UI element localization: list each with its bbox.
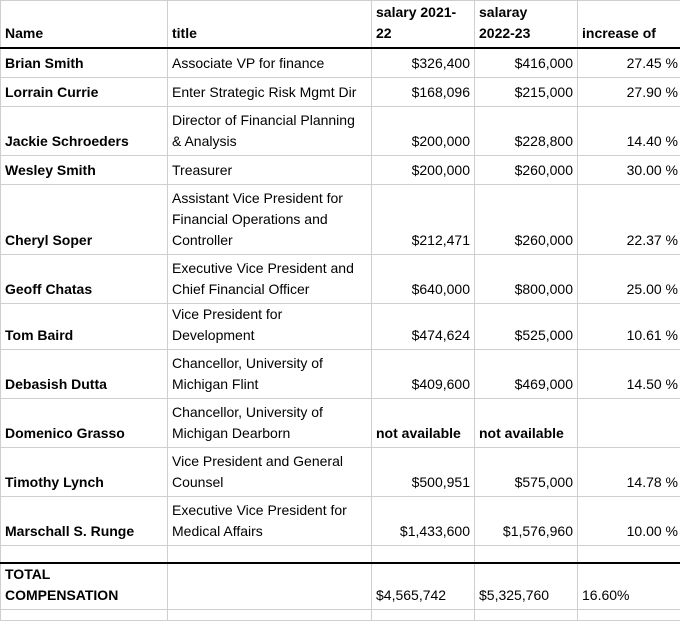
- table-row: [1, 448, 680, 497]
- increase-value: 14.50 %: [578, 350, 680, 399]
- employee-name: Marschall S. Runge: [1, 497, 168, 546]
- empty-cell: [1, 546, 168, 564]
- salary-2022-value: $800,000: [475, 255, 578, 304]
- increase-value: 14.78 %: [578, 448, 680, 497]
- increase-value: 14.40 %: [578, 107, 680, 156]
- increase-value: 25.00 %: [578, 255, 680, 304]
- column-header-increase: increase of: [578, 1, 680, 49]
- salary-2022-value: $228,800: [475, 107, 578, 156]
- employee-name: Timothy Lynch: [1, 448, 168, 497]
- salary-2022-value: $525,000: [475, 304, 578, 350]
- table-row: [1, 399, 680, 448]
- salary-2021-value: $212,471: [372, 185, 475, 255]
- employee-name: Lorrain Currie: [1, 78, 168, 107]
- header-row: [1, 1, 680, 49]
- salary-2021-value: not available: [372, 399, 475, 448]
- salary-2022-value: $215,000: [475, 78, 578, 107]
- table-row: [1, 156, 680, 185]
- empty-cell: [578, 610, 680, 621]
- salary-2021-value: $500,951: [372, 448, 475, 497]
- salary-2021-value: $640,000: [372, 255, 475, 304]
- employee-name: Wesley Smith: [1, 156, 168, 185]
- employee-title: Vice President for Development: [168, 304, 372, 350]
- column-header-salary-2022-text: salaray 2022-23: [479, 2, 549, 44]
- employee-name: Domenico Grasso: [1, 399, 168, 448]
- empty-cell: [372, 546, 475, 564]
- column-header-name: Name: [1, 1, 168, 49]
- employee-title: Assistant Vice President for Financial Operations and Controller: [168, 185, 372, 255]
- salary-2022-value: $1,576,960: [475, 497, 578, 546]
- salary-2022-value: not available: [475, 399, 578, 448]
- total-increase: 16.60%: [578, 563, 680, 610]
- salary-2021-value: $326,400: [372, 48, 475, 78]
- empty-cell: [475, 546, 578, 564]
- employee-title: Treasurer: [168, 156, 372, 185]
- total-row: [1, 563, 680, 610]
- total-salary-2021: $4,565,742: [372, 563, 475, 610]
- empty-cell: [1, 610, 168, 621]
- column-header-salary-2021: salary 2021-22: [372, 1, 475, 49]
- salary-2021-value: $1,433,600: [372, 497, 475, 546]
- table-row: [1, 304, 680, 350]
- salary-2021-value: $474,624: [372, 304, 475, 350]
- empty-cell: [168, 610, 372, 621]
- empty-cell: [168, 563, 372, 610]
- employee-name: Debasish Dutta: [1, 350, 168, 399]
- employee-title: Chancellor, University of Michigan Dearborn: [168, 399, 372, 448]
- increase-value: 10.00 %: [578, 497, 680, 546]
- employee-name: Geoff Chatas: [1, 255, 168, 304]
- table-row: [1, 78, 680, 107]
- total-label: TOTAL COMPENSATION: [1, 563, 168, 610]
- salary-2022-value: $416,000: [475, 48, 578, 78]
- empty-row: [1, 610, 680, 621]
- employee-title: Executive Vice President for Medical Affairs: [168, 497, 372, 546]
- employee-title: Vice President and General Counsel: [168, 448, 372, 497]
- salary-2022-value: $260,000: [475, 185, 578, 255]
- table-row: [1, 255, 680, 304]
- salary-2022-value: $469,000: [475, 350, 578, 399]
- table-row: [1, 48, 680, 78]
- increase-value: 22.37 %: [578, 185, 680, 255]
- table-row: [1, 497, 680, 546]
- employee-title: Associate VP for finance: [168, 48, 372, 78]
- employee-title: Executive Vice President and Chief Financial Officer: [168, 255, 372, 304]
- employee-name: Brian Smith: [1, 48, 168, 78]
- table-row: [1, 107, 680, 156]
- salary-2022-value: $260,000: [475, 156, 578, 185]
- employee-title: Chancellor, University of Michigan Flint: [168, 350, 372, 399]
- increase-value: [578, 399, 680, 448]
- employee-name: Tom Baird: [1, 304, 168, 350]
- salary-2021-value: $409,600: [372, 350, 475, 399]
- increase-value: 27.90 %: [578, 78, 680, 107]
- empty-cell: [475, 610, 578, 621]
- employee-name: Cheryl Soper: [1, 185, 168, 255]
- salary-2022-value: $575,000: [475, 448, 578, 497]
- employee-title: Director of Financial Planning & Analysis: [168, 107, 372, 156]
- table-row: [1, 185, 680, 255]
- table-row: [1, 350, 680, 399]
- employee-title: Enter Strategic Risk Mgmt Dir: [168, 78, 372, 107]
- empty-cell: [578, 546, 680, 564]
- column-header-title: title: [168, 1, 372, 49]
- employee-name: Jackie Schroeders: [1, 107, 168, 156]
- total-salary-2022: $5,325,760: [475, 563, 578, 610]
- salary-2021-value: $200,000: [372, 107, 475, 156]
- salary-2021-value: $168,096: [372, 78, 475, 107]
- increase-value: 30.00 %: [578, 156, 680, 185]
- empty-cell: [372, 610, 475, 621]
- empty-cell: [168, 546, 372, 564]
- empty-row: [1, 546, 680, 564]
- increase-value: 10.61 %: [578, 304, 680, 350]
- increase-value: 27.45 %: [578, 48, 680, 78]
- salary-2021-value: $200,000: [372, 156, 475, 185]
- column-header-salary-2022: [475, 1, 578, 49]
